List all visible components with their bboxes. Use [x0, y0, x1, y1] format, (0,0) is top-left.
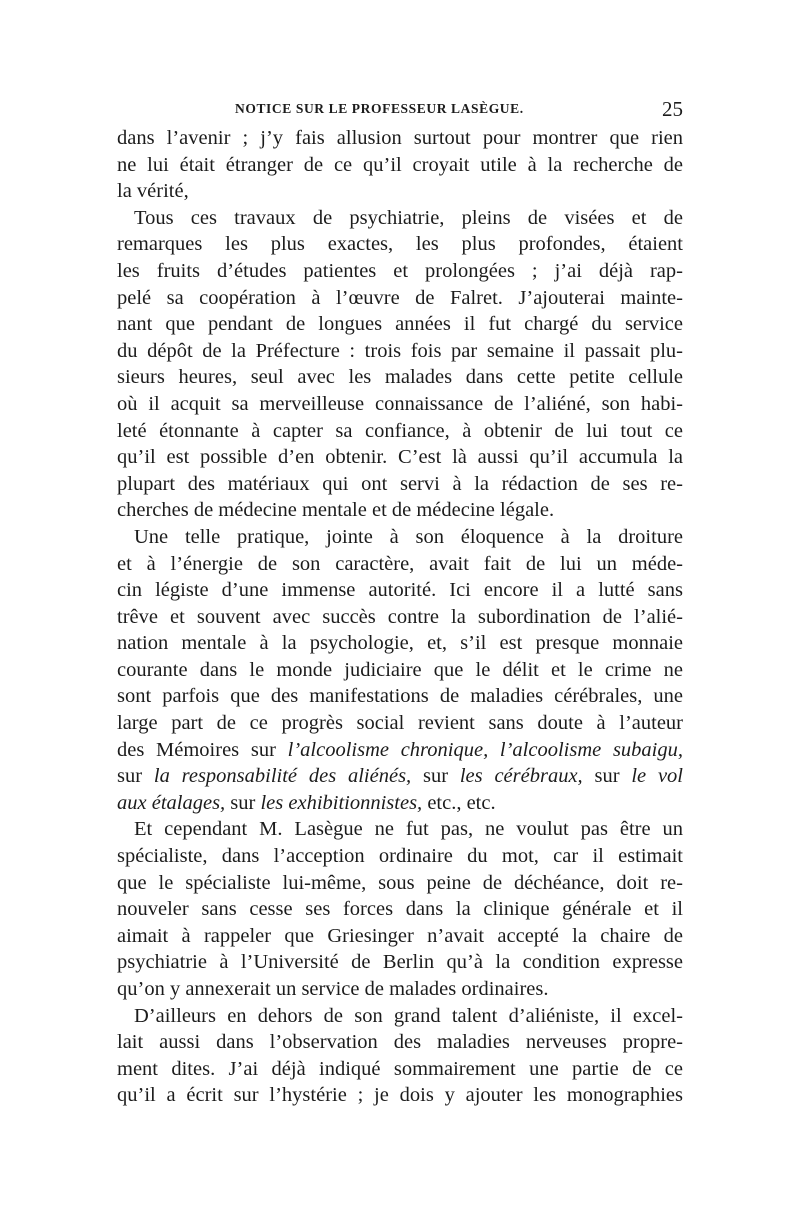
page-number: 25 — [662, 97, 683, 121]
text-line: trêve et souvent avec succès contre la subordination de l’alié- — [117, 605, 683, 628]
text-line: qu’il est possible d’en obtenir. C’est là aussi qu’il accumula la — [117, 446, 683, 469]
text-line: nant que pendant de longues années il fut chargé du service — [117, 313, 683, 336]
text-line: cherches de médecine mentale et de médecine légale. — [117, 499, 555, 522]
page-header — [117, 97, 683, 123]
text-line: et à l’énergie de son caractère, avait fait de lui un méde- — [117, 552, 683, 575]
text-line: du dépôt de la Préfecture : trois fois par semaine il passait plu- — [117, 339, 683, 362]
text-line: spécialiste, dans l’acception ordinaire du mot, car il estimait — [117, 845, 683, 868]
text-line: pelé sa coopération à l’œuvre de Falret. J’ajouterai mainte- — [117, 286, 683, 309]
text-line: qu’on y annexerait un service de malades ordinaires. — [117, 978, 549, 1000]
text-line: lait aussi dans l’observation des maladies nerveuses propre- — [117, 1031, 683, 1054]
text-line: Tous ces travaux de psychiatrie, pleins de visées et de — [134, 206, 683, 229]
text-line: leté étonnante à capter sa confiance, à obtenir de lui tout ce — [117, 419, 683, 442]
text-line: où il acquit sa merveilleuse connaissance de l’aliéné, son habi- — [117, 392, 683, 415]
text-line: sur la responsabilité des aliénés, sur les cérébraux, sur le vol — [117, 765, 684, 788]
text-line: aux étalages, sur les exhibitionnistes, etc., etc. — [117, 791, 496, 814]
text-line: nouveler sans cesse ses forces dans la clinique générale et il — [117, 898, 683, 921]
text-line: qu’il a écrit sur l’hystérie ; je dois y ajouter les monographies — [117, 1084, 683, 1107]
running-title: NOTICE SUR LE PROFESSEUR LASÈGUE. — [235, 101, 524, 116]
text-line: les fruits d’études patientes et prolongées ; j’ai déjà rap- — [117, 259, 683, 282]
italic-title: le vol — [631, 765, 684, 788]
italic-title: les cérébraux, — [459, 765, 583, 788]
text-line: nation mentale à la psychologie, et, s’il est presque monnaie — [117, 632, 683, 655]
text-line: D’ailleurs en dehors de son grand talent d’aliéniste, il excel- — [134, 1004, 683, 1027]
text-line: des Mémoires sur l’alcoolisme chronique, l’alcoolisme subaigu, — [117, 738, 684, 761]
text-line: ment dites. J’ai déjà indiqué sommairement une partie de ce — [117, 1057, 683, 1080]
italic-title: aux étalages, — [117, 791, 226, 814]
text-line: dans l’avenir ; j’y fais allusion surtout pour montrer que rien — [117, 127, 683, 149]
text-line: remarques les plus exactes, les plus profondes, étaient — [117, 233, 683, 256]
text-line: sont parfois que des manifestations de maladies cérébrales, une — [117, 685, 683, 708]
italic-title: les exhibitionnistes, — [260, 791, 423, 814]
text-line: plupart des matériaux qui ont servi à la rédaction de ses re- — [117, 472, 683, 495]
text-line: large part de ce progrès social revient sans doute à l’auteur — [117, 712, 683, 735]
italic-title: l’alcoolisme chronique, l’alcoolisme subaigu, — [287, 738, 684, 761]
body-text — [117, 125, 683, 1109]
text-line: Et cependant M. Lasègue ne fut pas, ne voulut pas être un — [134, 818, 683, 841]
text-line: ne lui était étranger de ce qu’il croyait utile à la recherche de — [117, 153, 683, 176]
text-line: psychiatrie à l’Université de Berlin qu’à la condition expresse — [117, 951, 683, 974]
text-line: que le spécialiste lui-même, sous peine de déchéance, doit re- — [117, 871, 683, 894]
text-line: la vérité, — [117, 180, 189, 203]
text-line: cin légiste d’une immense autorité. Ici encore il a lutté sans — [117, 579, 683, 602]
text-line: aimait à rappeler que Griesinger n’avait accepté la chaire de — [117, 924, 683, 947]
italic-title: la responsabilité des aliénés, — [153, 765, 412, 788]
text-line: Une telle pratique, jointe à son éloquence à la droiture — [134, 525, 683, 548]
text-line: courante dans le monde judiciaire que le délit et le crime ne — [117, 658, 683, 681]
text-line: sieurs heures, seul avec les malades dans cette petite cellule — [117, 366, 683, 389]
